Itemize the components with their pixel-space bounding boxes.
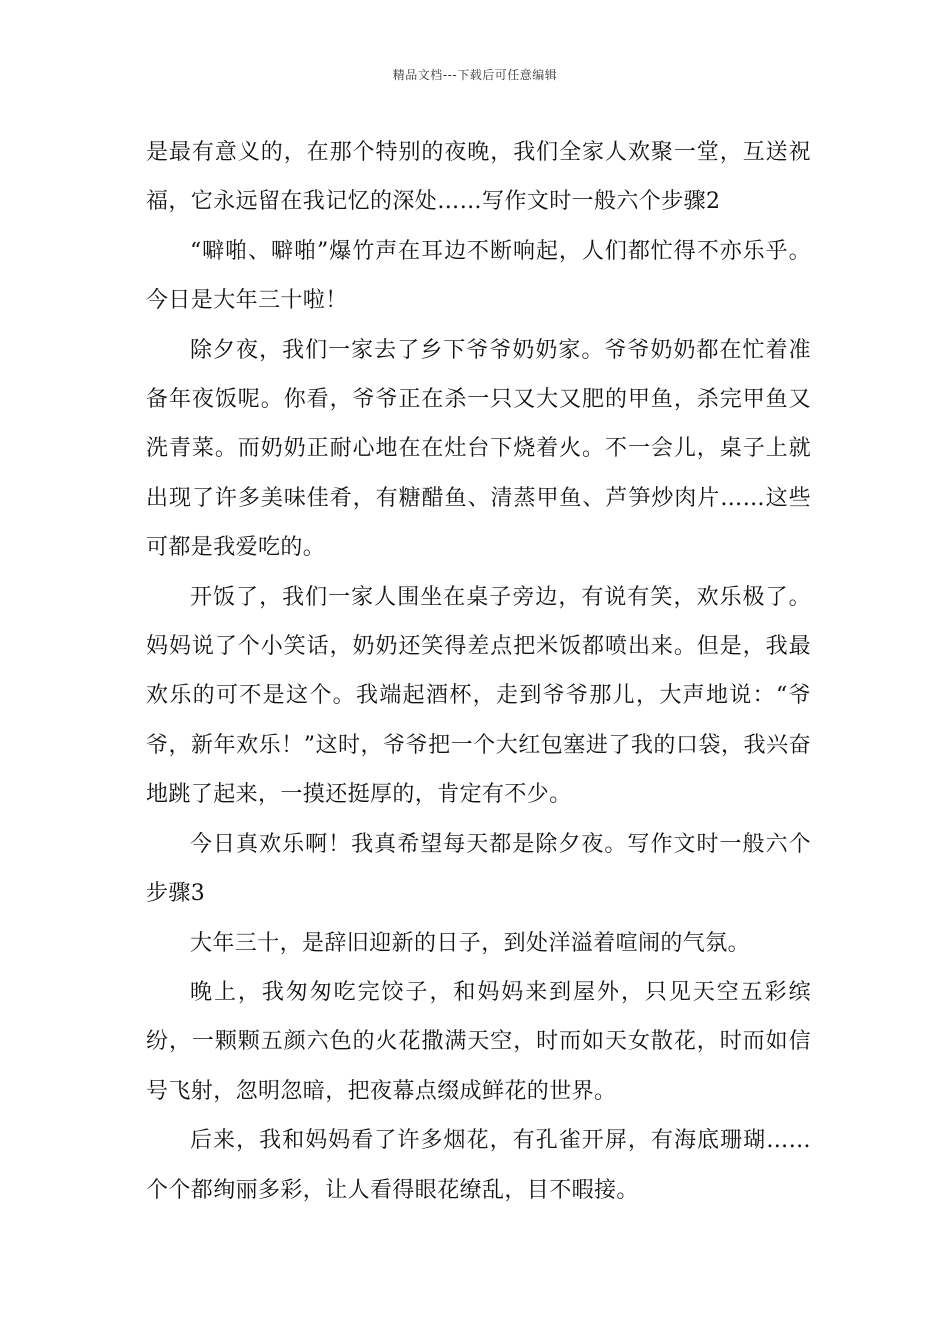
paragraph-8: 后来，我和妈妈看了许多烟花，有孔雀开屏，有海底珊瑚……个个都绚丽多彩，让人看得眼花缭乱，目不暇接。 — [146, 1128, 811, 1203]
paragraph-1: 是最有意义的，在那个特别的夜晚，我们全家人欢聚一堂，互送祝福，它永远留在我记忆的深处……写作文时一般六个步骤2 — [146, 140, 811, 215]
paragraph-4: 开饭了，我们一家人围坐在桌子旁边，有说有笑，欢乐极了。妈妈说了个小笑话，奶奶还笑得差点把米饭都喷出来。但是，我最欢乐的可不是这个。我端起酒杯，走到爷爷那儿，大声地说：“爷爷，新年欢乐！”这时，爷爷把一个大红包塞进了我的口袋，我兴奋地跳了起来，一摸还挺厚的，肯定有不少。 — [146, 584, 811, 808]
paragraph-7: 晚上，我匆匆吃完饺子，和妈妈来到屋外，只见天空五彩缤纷，一颗颗五颜六色的火花撒满天空，时而如天女散花，时而如信号飞射，忽明忽暗，把夜幕点缀成鲜花的世界。 — [146, 979, 811, 1104]
paragraph-5: 今日真欢乐啊！我真希望每天都是除夕夜。写作文时一般六个步骤3 — [146, 831, 811, 907]
paragraph-3: 除夕夜，我们一家去了乡下爷爷奶奶家。爷爷奶奶都在忙着准备年夜饭呢。你看，爷爷正在杀一只又大又肥的甲鱼，杀完甲鱼又洗青菜。而奶奶正耐心地在在灶台下烧着火。不一会儿，桌子上就出现了许多美味佳肴，有糖醋鱼、清蒸甲鱼、芦笋炒肉片……这些可都是我爱吃的。 — [146, 337, 811, 561]
page-header: 精品文档---下载后可任意编辑 — [392, 68, 558, 82]
paragraph-6: 大年三十，是辞旧迎新的日子，到处洋溢着喧闹的气氛。 — [190, 930, 751, 956]
document-body — [146, 128, 811, 1215]
paragraph-2: “噼啪、噼啪”爆竹声在耳边不断响起，人们都忙得不亦乐乎。今日是大年三十啦！ — [146, 238, 811, 314]
